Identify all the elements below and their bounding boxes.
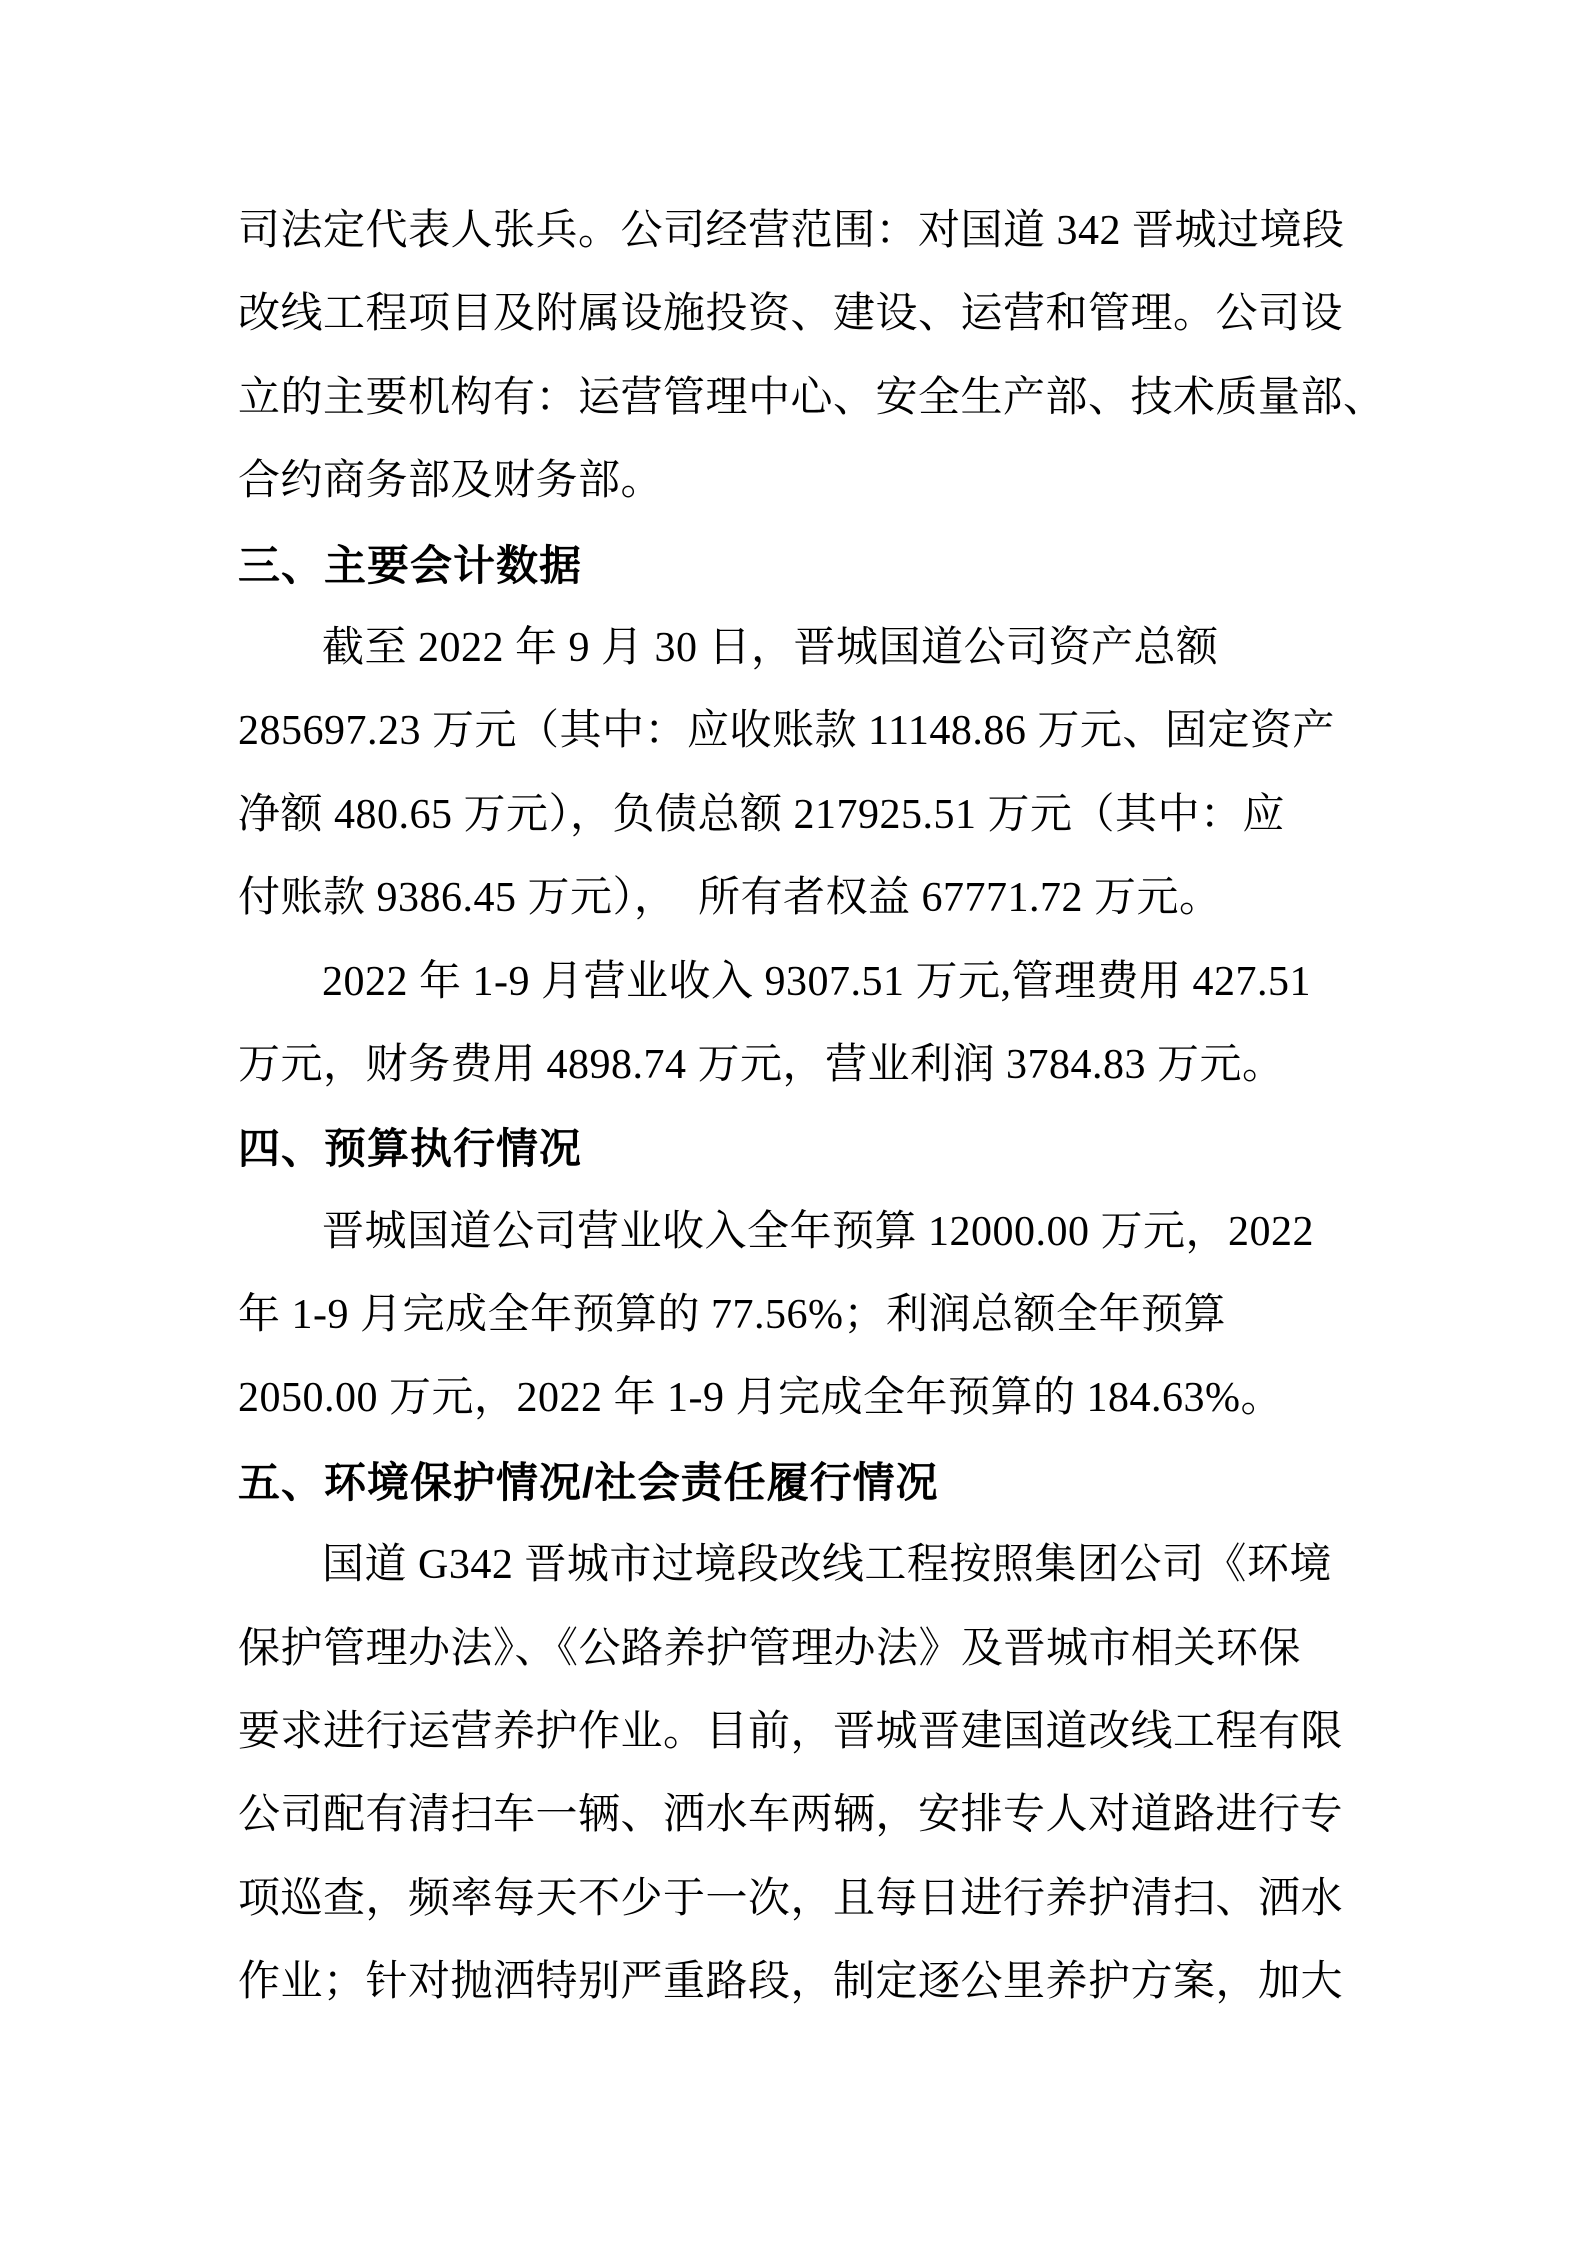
doc-line-6: 截至 2022 年 9 月 30 日，晋城国道公司资产总额 [322,624,1219,671]
section-heading-environment-social: 五、环境保护情况/社会责任履行情况 [238,1458,939,1506]
doc-line-11: 万元，财务费用 4898.74 万元，营业利润 3784.83 万元。 [238,1041,1285,1088]
doc-line-7: 285697.23 万元（其中：应收账款 11148.86 万元、固定资产 [238,708,1335,755]
doc-line-2: 改线工程项目及附属设施投资、建设、运营和管理。公司设 [238,291,1344,338]
section-heading-accounting-data: 三、主要会计数据 [238,541,583,589]
doc-line-1: 司法定代表人张兵。公司经营范围：对国道 342 晋城过境段 [238,208,1345,254]
document-text-block [238,190,1448,2025]
doc-line-19: 要求进行运营养护作业。目前，晋城晋建国道改线工程有限 [238,1709,1344,1756]
doc-line-22: 作业；针对抛洒特别严重路段，制定逐公里养护方案，加大 [238,1959,1344,2006]
doc-line-18: 保护管理办法》、《公路养护管理办法》及晋城市相关环保 [238,1625,1302,1672]
doc-line-13: 晋城国道公司营业收入全年预算 12000.00 万元，2022 [322,1208,1315,1255]
doc-line-8: 净额 480.65 万元），负债总额 217925.51 万元（其中：应 [238,791,1286,838]
doc-line-10: 2022 年 1-9 月营业收入 9307.51 万元,管理费用 427.51 [322,958,1311,1005]
doc-line-4: 合约商务部及财务部。 [238,458,664,505]
doc-line-3: 立的主要机构有：运营管理中心、安全生产部、技术质量部、 [238,374,1386,421]
doc-line-21: 项巡查，频率每天不少于一次，且每日进行养护清扫、洒水 [238,1875,1344,1922]
section-heading-budget-execution: 四、预算执行情况 [238,1125,583,1173]
doc-line-9: 付账款 9386.45 万元）， 所有者权益 67771.72 万元。 [238,875,1222,922]
doc-line-20: 公司配有清扫车一辆、洒水车两辆，安排专人对道路进行专 [238,1792,1344,1839]
doc-line-17: 国道 G342 晋城市过境段改线工程按照集团公司《环境 [322,1542,1332,1589]
doc-line-14: 年 1-9 月完成全年预算的 77.56%；利润总额全年预算 [238,1292,1226,1339]
doc-line-15: 2050.00 万元，2022 年 1-9 月完成全年预算的 184.63%。 [238,1375,1283,1422]
